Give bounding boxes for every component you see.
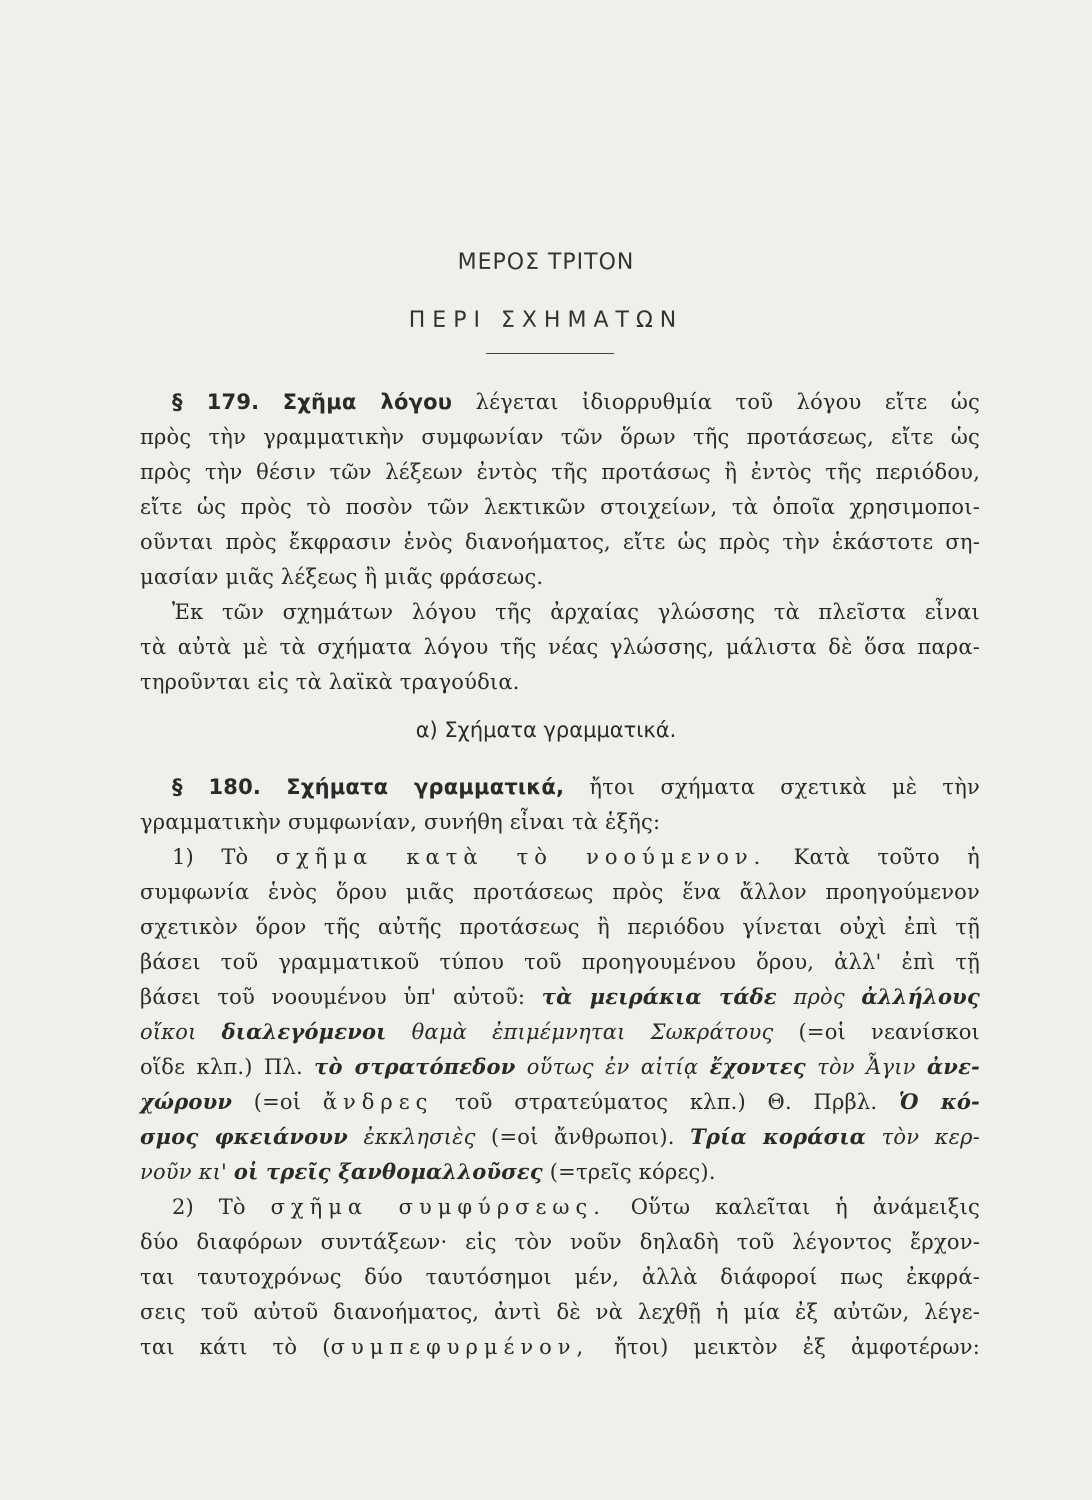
paragraph-179b-line-1: Ἐκ τῶν σχημάτων λόγου τῆς ἀρχαίας γλώσσης τὰ πλεῖστα εἶναι: [172, 600, 980, 624]
paragraph-180-line-5: σχετικὸν ὅρον τῆς αὐτῆς προτάσεως ἢ περιόδου γίνεται οὐχὶ ἐπὶ τῇ: [140, 915, 980, 939]
text-span: Κατὰ τοῦτο ἡ: [793, 845, 980, 869]
text-span: ἄνδρες: [322, 1090, 434, 1114]
paragraph-179-line-4: εἴτε ὡς πρὸς τὸ ποσὸν τῶν λεκτικῶν στοιχείων, τὰ ὁποῖα χρησιμοποι-: [140, 495, 980, 519]
text-span: Οὕτω καλεῖται ἡ ἀνάμειξις: [630, 1195, 980, 1219]
text-span: ἤτοι σχήματα σχετικὰ μὲ τὴν: [589, 775, 980, 799]
text-span: ἤτοι) μεικτὸν ἐξ ἀμφοτέρων:: [614, 1335, 980, 1359]
chapter-title: ΠΕΡΙ ΣΧΗΜΑΤΩΝ: [408, 308, 684, 333]
paragraph-180-line-11: [140, 1121, 980, 1153]
example-span: ἔχοντες: [709, 1054, 806, 1079]
text-span: τὸν Ἆγιν: [817, 1055, 916, 1079]
section-number: § 180.: [172, 775, 262, 799]
subsection-heading: α) Σχήματα γραμματικά.: [415, 718, 677, 742]
paragraph-179-line-1: [172, 386, 980, 418]
paragraph-180-line-16: σεις τοῦ αὐτοῦ διανοήματος, ἀντὶ δὲ νὰ λεχθῇ ἡ μία ἐξ αὐτῶν, λέγε-: [140, 1300, 980, 1324]
example-span: διαλεγόμενοι: [221, 1019, 387, 1044]
paragraph-179b-line-3: τηροῦνται εἰς τὰ λαϊκὰ τραγούδια.: [140, 670, 520, 694]
paragraph-179-line-6: μασίαν μιᾶς λέξεως ἢ μιᾶς φράσεως.: [140, 565, 544, 589]
text-span: οἴκοι: [140, 1020, 197, 1044]
text-span: (=οἱ ἄνθρωποι).: [491, 1125, 675, 1149]
text-span: 2) Τὸ: [172, 1195, 246, 1219]
example-span: τὸ στρατόπεδον: [314, 1054, 516, 1079]
text-span: λέγεται ἰδιορρυθμία τοῦ λόγου εἴτε ὡς: [475, 390, 980, 414]
text-span: σχῆμα συμφύρσεως.: [270, 1195, 606, 1219]
paragraph-180-line-9: [140, 1051, 980, 1083]
example-span: Τρία κοράσια: [690, 1124, 867, 1149]
paragraph-180-line-15: ται ταυτοχρόνως δύο ταυτόσημοι μέν, ἀλλὰ διάφοροί πως ἐκφρά-: [140, 1265, 980, 1289]
paragraph-180-line-6: βάσει τοῦ γραμματικοῦ τύπου τοῦ προηγουμένου ὅρου, ἀλλ' ἐπὶ τῇ: [140, 950, 980, 974]
example-span: σμος φκειάνουν: [140, 1124, 348, 1149]
text-span: βάσει τοῦ νοουμένου ὑπ' αὐτοῦ:: [140, 985, 526, 1009]
paragraph-180-line-13: [172, 1191, 980, 1223]
text-span: (=οἱ: [253, 1090, 302, 1114]
text-span: (=οἱ νεανίσκοι: [798, 1020, 980, 1044]
paragraph-180-line-4: συμφωνία ἑνὸς ὅρου μιᾶς προτάσεως πρὸς ἕνα ἄλλον προηγούμενον: [140, 880, 980, 904]
paragraph-180-line-7: [140, 981, 980, 1013]
section-term: Σχῆμα λόγου: [282, 390, 453, 414]
paragraph-180-line-3: [172, 841, 980, 873]
example-span: Ὁ κό-: [898, 1089, 980, 1114]
title-divider: [486, 353, 614, 354]
example-span: οἱ τρεῖς ξανθομαλλοῦσες: [233, 1159, 543, 1184]
paragraph-180-line-8: [140, 1016, 980, 1048]
text-span: πρὸς: [793, 985, 845, 1009]
text-span: θαμὰ ἐπιμέμνηται Σωκράτους: [411, 1020, 774, 1044]
paragraph-180-line-17: [140, 1331, 980, 1363]
example-span: ἀνε-: [926, 1054, 980, 1079]
text-span: ται κάτι τὸ (: [140, 1335, 331, 1359]
paragraph-179-line-2: πρὸς τὴν γραμματικὴν συμφωνίαν τῶν ὅρων τῆς προτάσεως, εἴτε ὡς: [140, 425, 980, 449]
section-term: Σχήματα γραμματικά,: [286, 775, 565, 799]
paragraph-179b-line-2: τὰ αὐτὰ μὲ τὰ σχήματα λόγου τῆς νέας γλώσσης, μάλιστα δὲ ὅσα παρα-: [140, 635, 980, 659]
paragraph-180-line-12: [140, 1156, 980, 1188]
example-span: χώρουν: [140, 1089, 233, 1114]
text-span: τὸν κερ-: [881, 1125, 980, 1149]
text-span: 1) Τὸ: [172, 845, 249, 869]
paragraph-180-line-2: γραμματικὴν συμφωνίαν, συνήθη εἶναι τὰ ἑξῆς:: [140, 810, 661, 834]
text-span: (=τρεῖς κόρες).: [549, 1160, 716, 1184]
text-span: οἵδε κλπ.) Πλ.: [140, 1055, 303, 1079]
part-heading: ΜΕΡΟΣ ΤΡΙΤΟΝ: [457, 250, 635, 275]
text-span: οὕτως ἐν αἰτίᾳ: [526, 1055, 699, 1079]
section-number: § 179.: [172, 390, 260, 414]
paragraph-180-line-10: [140, 1086, 980, 1118]
paragraph-180-line-14: δύο διαφόρων συντάξεων· εἰς τὸν νοῦν δηλαδὴ τοῦ λέγοντος ἔρχον-: [140, 1230, 980, 1254]
example-span: τὰ μειράκια τάδε: [541, 984, 777, 1009]
text-span: νοῦν κι': [140, 1160, 227, 1184]
paragraph-179-line-5: οῦνται πρὸς ἔκφρασιν ἑνὸς διανοήματος, εἴτε ὡς πρὸς τὴν ἑκάστοτε ση-: [140, 530, 980, 554]
paragraph-179-line-3: πρὸς τὴν θέσιν τῶν λέξεων ἐντὸς τῆς προτάσως ἢ ἐντὸς τῆς περιόδου,: [140, 460, 980, 484]
text-span: σχῆμα κατὰ τὸ νοούμενον.: [275, 845, 767, 869]
text-span: συμπεφυρμένον,: [330, 1335, 590, 1359]
text-span: ἐκκλησιὲς: [363, 1125, 476, 1149]
paragraph-180-line-1: [172, 771, 980, 803]
example-span: ἀλλήλους: [861, 984, 980, 1009]
text-span: τοῦ στρατεύματος κλπ.) Θ. Πρβλ.: [455, 1090, 878, 1114]
